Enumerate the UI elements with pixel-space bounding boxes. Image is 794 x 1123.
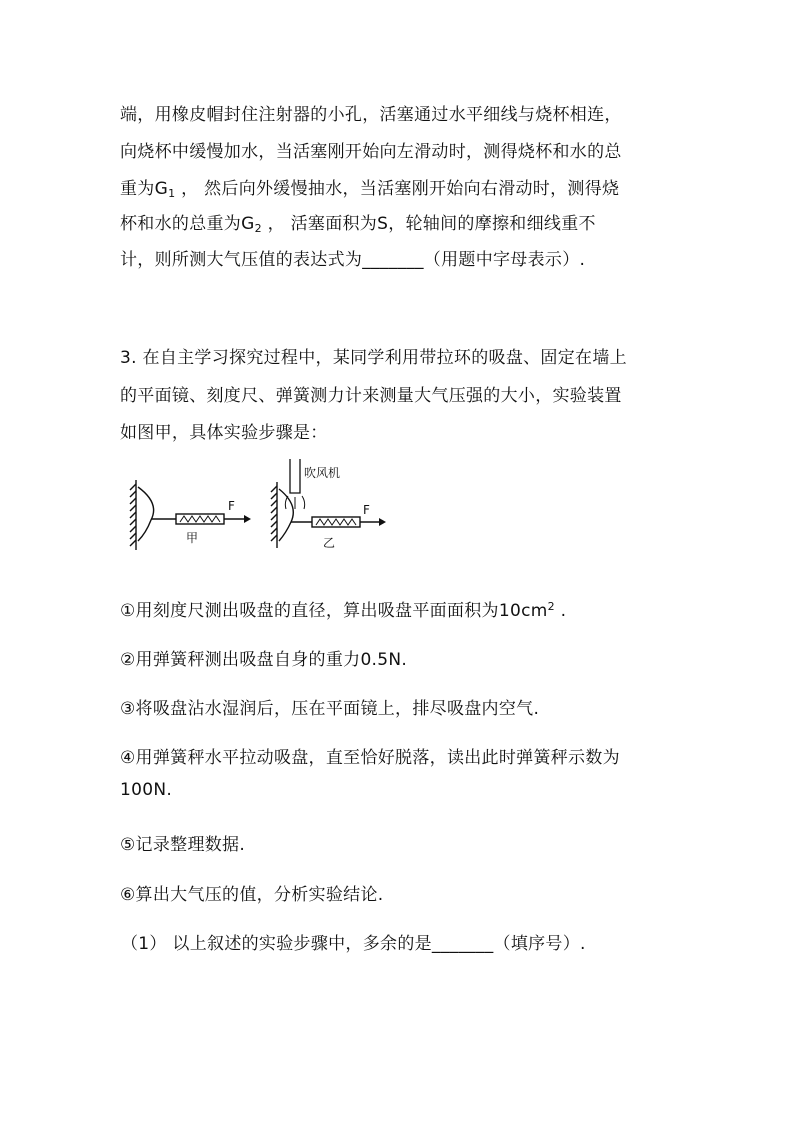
text: 杯和水的总重为G (120, 214, 255, 234)
para2-line5: 计，则所测大气压值的表达式为_______（用题中字母表示）. (120, 250, 586, 270)
wall-hatching (130, 484, 136, 546)
spring-coil (180, 516, 220, 522)
para2-line1: 端，用橡皮帽封住注射器的小孔，活塞通过水平细线与烧杯相连， (120, 105, 622, 125)
step-4: ④用弹簧秤水平拉动吸盘，直至恰好脱落，读出此时弹簧秤示数为 (120, 748, 620, 768)
step-6: ⑥算出大气压的值，分析实验结论. (120, 885, 384, 905)
wall-hatching (271, 486, 277, 541)
suction-cup (279, 489, 293, 541)
para2-line2: 向烧杯中缓慢加水，当活塞刚开始向左滑动时，测得烧杯和水的总 (120, 142, 622, 162)
subscript: 1 (168, 187, 176, 200)
arrow-head (244, 515, 251, 523)
right-caption: 乙 (323, 536, 336, 550)
step-3: ③将吸盘沾水湿润后，压在平面镜上，排尽吸盘内空气. (120, 699, 540, 719)
step-5: ⑤记录整理数据. (120, 835, 246, 855)
left-caption: 甲 (186, 531, 199, 545)
arrow-head (379, 518, 386, 526)
para2-line3 (120, 174, 619, 200)
q3-line1: 3. 在自主学习探究过程中，某同学利用带拉环的吸盘、固定在墙上 (120, 348, 627, 368)
sub-question-1: （1） 以上叙述的实验步骤中，多余的是_______（填序号）. (121, 934, 586, 954)
spring-coil (316, 519, 356, 525)
right-force-label: F (363, 503, 370, 517)
blower-label: 吹风机 (304, 466, 341, 480)
step-2: ②用弹簧秤测出吸盘自身的重力0.5N. (120, 650, 408, 670)
text: ， 然后向外缓慢抽水，当活塞刚开始向右滑动时，测得烧 (175, 179, 620, 199)
text: . (554, 601, 567, 621)
para2-line4 (120, 209, 596, 235)
suction-cup (138, 487, 154, 541)
left-force-label: F (228, 499, 235, 513)
q3-line2: 的平面镜、刻度尺、弹簧测力计来测量大气压强的大小，实验装置 (120, 386, 622, 406)
text: 重为G (120, 179, 169, 199)
experiment-figure (120, 455, 410, 570)
superscript: 2 (547, 600, 555, 613)
text: ①用刻度尺测出吸盘的直径，算出吸盘平面面积为10cm (120, 601, 548, 621)
text: ， 活塞面积为S，轮轴间的摩擦和细线重不 (261, 214, 596, 234)
subscript: 2 (254, 222, 262, 235)
step-1 (120, 596, 566, 621)
step-4-cont: 100N. (120, 780, 173, 800)
q3-line3: 如图甲，具体实验步骤是： (120, 423, 328, 443)
blower-nozzle (290, 459, 300, 493)
